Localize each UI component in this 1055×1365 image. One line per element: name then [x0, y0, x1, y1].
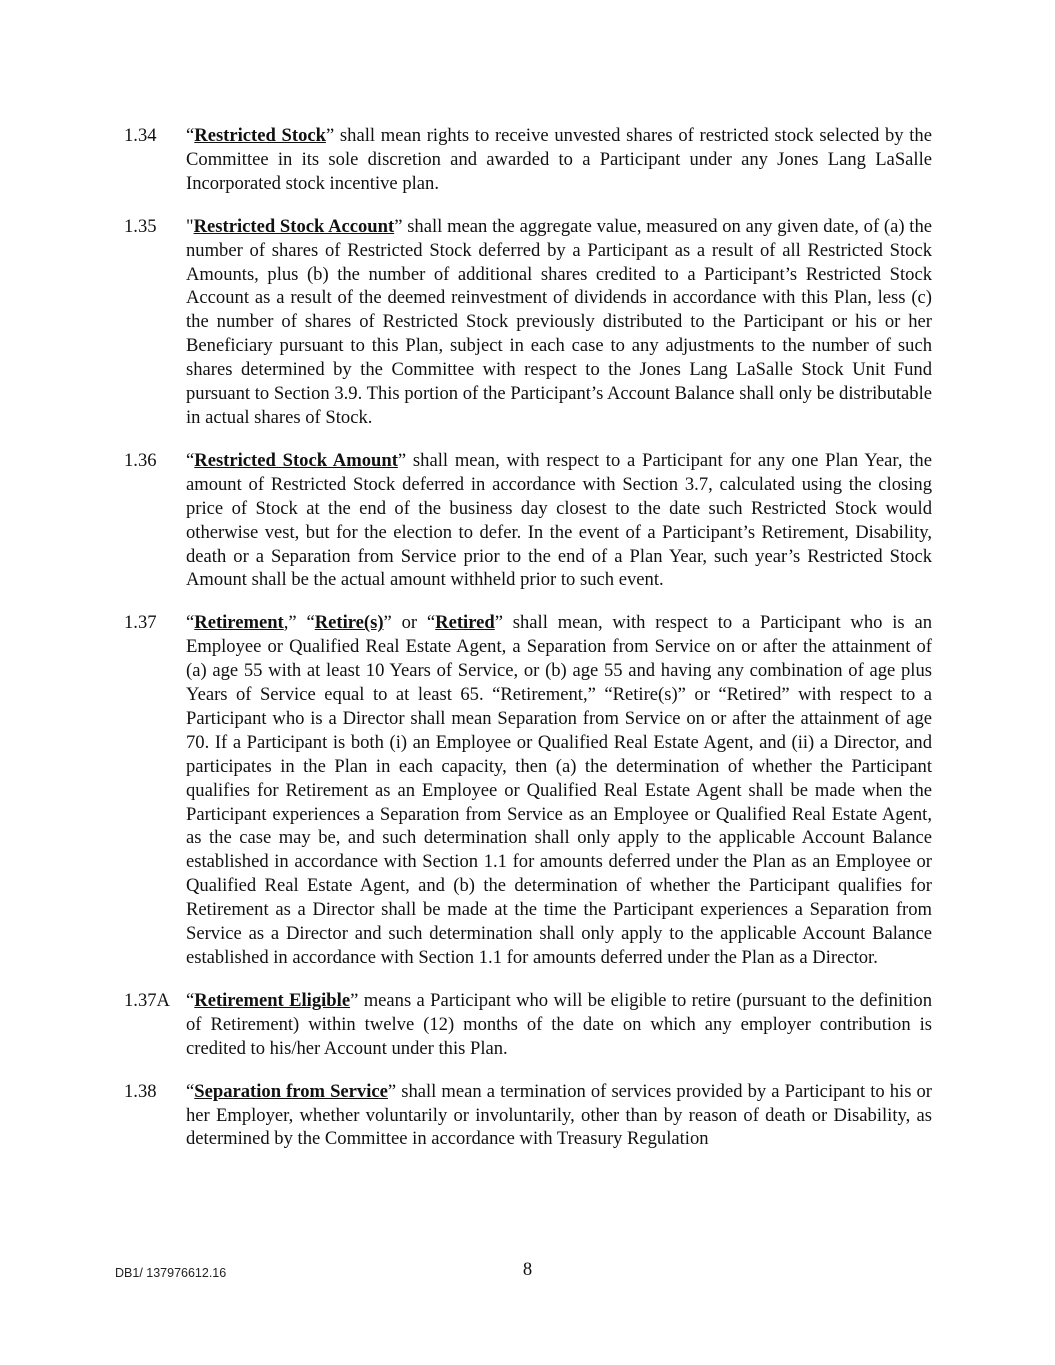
- open-quote: “: [186, 449, 195, 471]
- section-number: 1.35: [124, 215, 157, 237]
- definition-text: ” shall mean, with respect to a Participant for any one Plan Year, the amount of Restricted Stock deferred in accordance with Section 3.7, calculated using the closing price of Stock at the end of the business day closest to the date such Restricted Stock would otherwise vest, but for the election to defer. In the event of a Participant’s Retirement, Disability, death or a Separation from Service prior to the end of a Plan Year, such year’s Restricted Stock Amount shall be the actual amount withheld prior to such event.: [186, 449, 932, 591]
- defined-term: Retired: [435, 612, 495, 634]
- open-quote: “: [186, 125, 195, 146]
- open-quote: “: [186, 1080, 195, 1102]
- page-number: 8: [522, 1259, 533, 1280]
- section-number: 1.36: [124, 449, 157, 471]
- defined-term: Retirement: [194, 612, 284, 634]
- open-quote: ": [186, 215, 194, 237]
- document-id: DB1/ 137976612.16: [115, 1266, 227, 1280]
- section-number: 1.37: [124, 612, 157, 634]
- punctuation: ,” “: [283, 612, 315, 634]
- section-1-36: [124, 449, 932, 592]
- definition-text: ” means a Participant who will be eligible to retire (pursuant to the definition of Retirement) within twelve (12) months of the date on which any employer contribution is credited to his/her Account under this Plan.: [186, 989, 932, 1059]
- section-text: [186, 215, 932, 430]
- defined-term: Separation from Service: [194, 1080, 388, 1102]
- definition-text: ” shall mean rights to receive unvested shares of restricted stock selected by the Committee in its sole discretion and awarded to a Participant under any Jones Lang LaSalle Incorporated stock incentive plan.: [186, 125, 932, 194]
- punctuation: ” or “: [383, 612, 436, 634]
- definitions-list: [124, 124, 932, 1170]
- section-1-35: [124, 215, 932, 430]
- definition-text: ” shall mean the aggregate value, measured on any given date, of (a) the number of shares of Restricted Stock deferred by a Participant as a result of all Restricted Stock Amounts, plus (b) the number of additional shares credited to a Participant’s Restricted Stock Account as a result of the deemed reinvestment of dividends in accordance with this Plan, less (c) the number of shares of Restricted Stock previously distributed to the Participant or his or her Beneficiary pursuant to this Plan, subject in each case to any adjustments to the number of such shares determined by the Committee with respect to the Jones Lang LaSalle Stock Unit Fund pursuant to Section 3.9. This portion of the Participant’s Account Balance shall only be distributable in actual shares of Stock.: [186, 215, 933, 428]
- definition-text: ” shall mean, with respect to a Participant who is an Employee or Qualified Real Estate Agent, a Separation from Service on or after the attainment of (a) age 55 with at least 10 Years of Service, or (b) age 55 and having any combination of age plus Years of Service equal to at least 65. “Retirement,” “Retire(s)” or “Retired” with respect to a Participant who is a Director shall mean Separation from Service on or after the attainment of age 70. If a Participant is both (i) an Employee or Qualified Real Estate Agent, and (ii) a Director, and participates in the Plan in each capacity, then (a) the determination of whether the Participant qualifies for Retirement as an Employee or Qualified Real Estate Agent shall be made when the Participant experiences a Separation from Service as an Employee or Qualified Real Estate Agent, as the case may be, and such determination shall only apply to the applicable Account Balance established in accordance with Section 1.1 for amounts deferred under the Plan as an Employee or Qualified Real Estate Agent, and (b) the determination of whether the Participant qualifies for Retirement as a Director shall be made at the time the Participant experiences a Separation from Service as a Director and such determination shall only apply to the applicable Account Balance established in accordance with Section 1.1 for amounts deferred under the Plan as a Director.: [186, 612, 932, 968]
- defined-term: Restricted Stock Account: [193, 215, 395, 237]
- open-quote: “: [186, 612, 195, 634]
- open-quote: “: [186, 989, 195, 1011]
- section-text: [186, 1080, 932, 1152]
- section-1-38: [124, 1080, 932, 1152]
- section-number: 1.38: [124, 1080, 157, 1102]
- section-text: [186, 124, 932, 196]
- section-1-37a: [124, 989, 932, 1061]
- section-text: [186, 989, 932, 1061]
- defined-term: Retire(s): [314, 612, 384, 634]
- defined-term: Restricted Stock: [194, 125, 326, 146]
- section-number: 1.37A: [124, 989, 170, 1011]
- defined-term: Retirement Eligible: [194, 989, 351, 1011]
- section-1-37: [124, 611, 932, 970]
- section-1-34: [124, 124, 932, 196]
- section-number: 1.34: [124, 125, 157, 146]
- definition-text: ” shall mean a termination of services provided by a Participant to his or her Employer, whether voluntarily or involuntarily, other than by reason of death or Disability, as determined by the Committee in accordance with Treasury Regulation: [186, 1080, 932, 1150]
- defined-term: Restricted Stock Amount: [194, 449, 398, 471]
- section-text: [186, 449, 932, 592]
- section-text: [186, 611, 932, 970]
